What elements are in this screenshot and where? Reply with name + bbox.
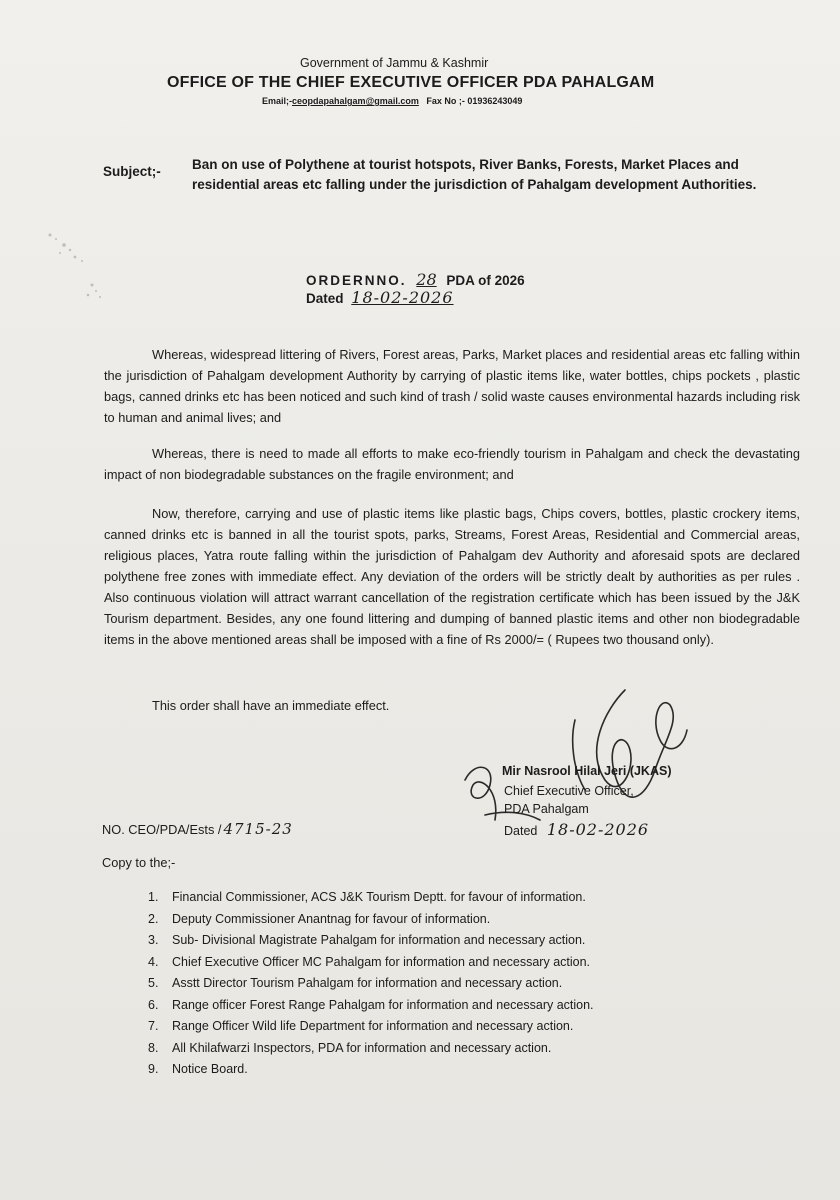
- copy-to-item: [148, 933, 594, 955]
- copy-to-item: [148, 1041, 594, 1063]
- copy-to-item-text: Financial Commissioner, ACS J&K Tourism Deptt. for favour of information.: [172, 890, 586, 904]
- copy-to-label: Copy to the;-: [102, 855, 176, 870]
- copy-to-item: [148, 1062, 594, 1084]
- signatory-name: Mir Nasrool Hilal Jeri (JKAS): [502, 764, 672, 778]
- paragraph-order: Now, therefore, carrying and use of plastic items like plastic bags, Chips covers, bottles, plastic crockery items, canned drinks etc is banned in all the tourist spots, parks, Streams, Forest Areas, Residential and Commercial areas, religious places, Yatra route falling within the jurisdiction of Pahalgam dev Authority and aforesaid spots are declared polythene free zones with immediate effect. Any deviation of the orders will be strictly dealt by authorities as per rules . Also continuous violation will attract warrant cancellation of the registration certificate which has been issued by the J&K Tourism department. Besides, any one found littering and dumping of banned plastic items and other non biodegradable items in the above mentioned areas shall be imposed with a fine of Rs 2000/= ( Rupees two thousand only).: [104, 506, 800, 647]
- fax-number: 01936243049: [467, 96, 523, 106]
- copy-to-list: [148, 890, 594, 1084]
- copy-to-item-number: 6.: [148, 997, 159, 1012]
- signatory-designation: Chief Executive Officer,: [504, 784, 634, 798]
- copy-to-item-number: 1.: [148, 890, 159, 904]
- signatory-date: 18-02-2026: [546, 820, 650, 839]
- copy-to-item-text: Chief Executive Officer MC Pahalgam for information and necessary action.: [172, 954, 591, 969]
- copy-to-item-text: Range Officer Wild life Department for information and necessary action.: [172, 1019, 574, 1033]
- order-prefix: ORDERNNO.: [306, 273, 407, 288]
- copy-to-item: [148, 998, 594, 1020]
- copy-to-item: [148, 890, 594, 912]
- order-number-line: [306, 270, 525, 289]
- fax-label: Fax No ;-: [426, 96, 465, 106]
- copy-to-item: [148, 1019, 594, 1041]
- copy-to-item: [148, 955, 594, 977]
- order-date: 18-02-2026: [351, 288, 454, 307]
- paper-smudge: [30, 225, 110, 315]
- office-title: OFFICE OF THE CHIEF EXECUTIVE OFFICER PDA PAHALGAM: [167, 74, 655, 91]
- signatory-date-line: [504, 820, 649, 839]
- government-title: Government of Jammu & Kashmir: [300, 56, 489, 70]
- paragraph-whereas-2: Whereas, there is need to made all efforts to make eco-friendly tourism in Pahalgam and check the devastating impact of non biodegradable substances on the fragile environment; and: [104, 446, 800, 482]
- reference-label: NO. CEO/PDA/Ests /: [102, 822, 222, 837]
- email-address: ceopdapahalgam@gmail.com: [292, 96, 419, 106]
- order-suffix: PDA of 2026: [446, 273, 525, 288]
- copy-to-item-number: 5.: [148, 976, 159, 990]
- reference-number: 4715-23: [223, 820, 293, 838]
- copy-to-item-text: Deputy Commissioner Anantnag for favour of information.: [172, 911, 491, 926]
- copy-to-item-number: 2.: [148, 911, 159, 926]
- copy-to-item-number: 8.: [148, 1040, 159, 1055]
- copy-to-item-text: All Khilafwarzi Inspectors, PDA for information and necessary action.: [172, 1040, 552, 1055]
- paragraph-whereas-1: Whereas, widespread littering of Rivers, Forest areas, Parks, Market places and residential areas etc falling within the jurisdiction of Pahalgam development Authority by carrying of plastic items like, water bottles, chips pockets , plastic bags, canned drinks etc has been noticed and such kind of trash / solid waste causes environmental hazards including risk to human and animal lives; and: [104, 347, 800, 425]
- copy-to-item-number: 9.: [148, 1062, 159, 1076]
- copy-to-item-number: 3.: [148, 933, 159, 947]
- copy-to-item-text: Sub- Divisional Magistrate Pahalgam for information and necessary action.: [172, 933, 586, 947]
- order-number: 28: [416, 270, 437, 289]
- email-label: Email;-: [262, 96, 293, 106]
- subject-text: Ban on use of Polythene at tourist hotspots, River Banks, Forests, Market Places and residential areas etc falling under the jurisdiction of Pahalgam development Authorities.: [192, 157, 757, 192]
- copy-to-item-text: Notice Board.: [172, 1062, 248, 1076]
- copy-to-item-text: Range officer Forest Range Pahalgam for information and necessary action.: [172, 997, 594, 1012]
- signatory-dated-label: Dated: [504, 824, 538, 838]
- copy-to-item-number: 4.: [148, 954, 159, 969]
- contact-line: [262, 96, 522, 106]
- copy-to-item-text: Asstt Director Tourism Pahalgam for information and necessary action.: [172, 976, 563, 990]
- subject-label: Subject;-: [103, 164, 161, 179]
- copy-to-item-number: 7.: [148, 1019, 159, 1033]
- signatory-office: PDA Pahalgam: [504, 802, 589, 816]
- reference-number-line: [102, 820, 293, 838]
- paragraph-effect: This order shall have an immediate effect.: [152, 698, 390, 713]
- order-date-line: [306, 288, 454, 307]
- copy-to-item: [148, 976, 594, 998]
- copy-to-item: [148, 912, 594, 934]
- order-dated-label: Dated: [306, 291, 344, 306]
